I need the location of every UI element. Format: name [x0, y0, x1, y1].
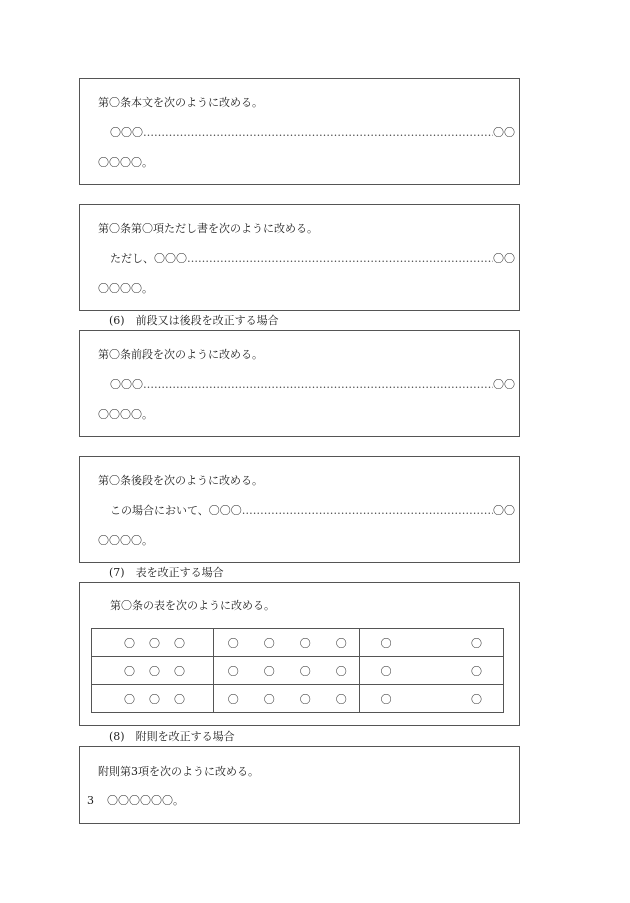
amendment-box-proviso: [79, 204, 520, 311]
box2-body-line: [110, 252, 515, 266]
table-cell: [359, 629, 503, 657]
table-cell-mark: 〇: [299, 664, 311, 678]
table-cell: [213, 685, 359, 713]
box6-paragraph-text: 〇〇〇〇〇〇。: [107, 794, 184, 807]
section-heading-8: (8) 附則を改正する場合: [109, 730, 235, 743]
table-cell-mark: 〇: [335, 636, 347, 650]
table-cell-mark: 〇: [149, 664, 160, 678]
table-cell: [213, 629, 359, 657]
table-cell-mark: 〇: [124, 692, 135, 706]
table-cell-mark: 〇: [174, 692, 185, 706]
table-cell: [213, 657, 359, 685]
box6-instruction: 附則第3項を次のように改める。: [98, 765, 259, 778]
box1-body-continuation: 〇〇〇〇。: [98, 156, 153, 169]
amendment-box-table: [79, 582, 520, 726]
box4-instruction: 第〇条後段を次のように改める。: [98, 474, 263, 487]
table-cell: [92, 657, 214, 685]
table-cell-mark: 〇: [380, 636, 392, 650]
leader-dots: [242, 504, 493, 518]
box3-body-continuation: 〇〇〇〇。: [98, 408, 153, 421]
box4-body-continuation: 〇〇〇〇。: [98, 534, 153, 547]
amendment-box-main-text: [79, 78, 520, 185]
amendment-box-latter-part: [79, 456, 520, 563]
table-row: [92, 657, 504, 685]
table-row: [92, 629, 504, 657]
table-cell-mark: 〇: [299, 692, 311, 706]
table-cell-mark: 〇: [227, 636, 239, 650]
box2-body-continuation: 〇〇〇〇。: [98, 282, 153, 295]
table-cell: [92, 685, 214, 713]
box1-instruction: 第〇条本文を次のように改める。: [98, 96, 263, 109]
box1-body-end: 〇〇: [493, 126, 515, 139]
table-cell-mark: 〇: [174, 664, 185, 678]
amendment-box-supplementary: [79, 746, 520, 824]
table-cell-mark: 〇: [335, 692, 347, 706]
table-cell-mark: 〇: [227, 692, 239, 706]
box4-body-line: [110, 504, 515, 518]
box2-body-end: 〇〇: [493, 252, 515, 265]
box2-body-start: ただし、〇〇〇: [110, 252, 187, 265]
section-heading-7: (7) 表を改正する場合: [109, 566, 224, 579]
table-cell-mark: 〇: [149, 636, 160, 650]
box3-body-line: [110, 378, 515, 392]
table-cell-mark: 〇: [263, 692, 275, 706]
table-cell-mark: 〇: [263, 664, 275, 678]
table-cell-mark: 〇: [471, 664, 482, 678]
table-cell-mark: 〇: [174, 636, 185, 650]
table-cell-mark: 〇: [227, 664, 239, 678]
box5-instruction: 第〇条の表を次のように改める。: [110, 599, 275, 612]
box3-body-end: 〇〇: [493, 378, 515, 391]
leader-dots: [143, 126, 493, 140]
box4-body-end: 〇〇: [493, 504, 515, 517]
amended-table: [91, 628, 504, 713]
table-cell-mark: 〇: [299, 636, 311, 650]
box6-paragraph-number: 3: [87, 794, 94, 807]
box4-body-start: この場合において、〇〇〇: [110, 504, 242, 517]
table-cell-mark: 〇: [471, 692, 482, 706]
table-cell-mark: 〇: [263, 636, 275, 650]
table-cell-mark: 〇: [335, 664, 347, 678]
box1-body-line: [110, 126, 515, 140]
table-cell-mark: 〇: [124, 636, 135, 650]
leader-dots: [187, 252, 493, 266]
table-cell-mark: 〇: [471, 636, 482, 650]
leader-dots: [143, 378, 493, 392]
box3-instruction: 第〇条前段を次のように改める。: [98, 348, 263, 361]
table-cell: [92, 629, 214, 657]
amendment-box-first-part: [79, 330, 520, 437]
section-heading-6: (6) 前段又は後段を改正する場合: [109, 314, 279, 327]
box3-body-start: 〇〇〇: [110, 378, 143, 391]
table-cell-mark: 〇: [380, 664, 392, 678]
table-cell-mark: 〇: [380, 692, 392, 706]
table-cell: [359, 657, 503, 685]
table-row: [92, 685, 504, 713]
table-cell-mark: 〇: [124, 664, 135, 678]
table-cell: [359, 685, 503, 713]
box2-instruction: 第〇条第〇項ただし書を次のように改める。: [98, 222, 318, 235]
table-cell-mark: 〇: [149, 692, 160, 706]
box1-body-start: 〇〇〇: [110, 126, 143, 139]
